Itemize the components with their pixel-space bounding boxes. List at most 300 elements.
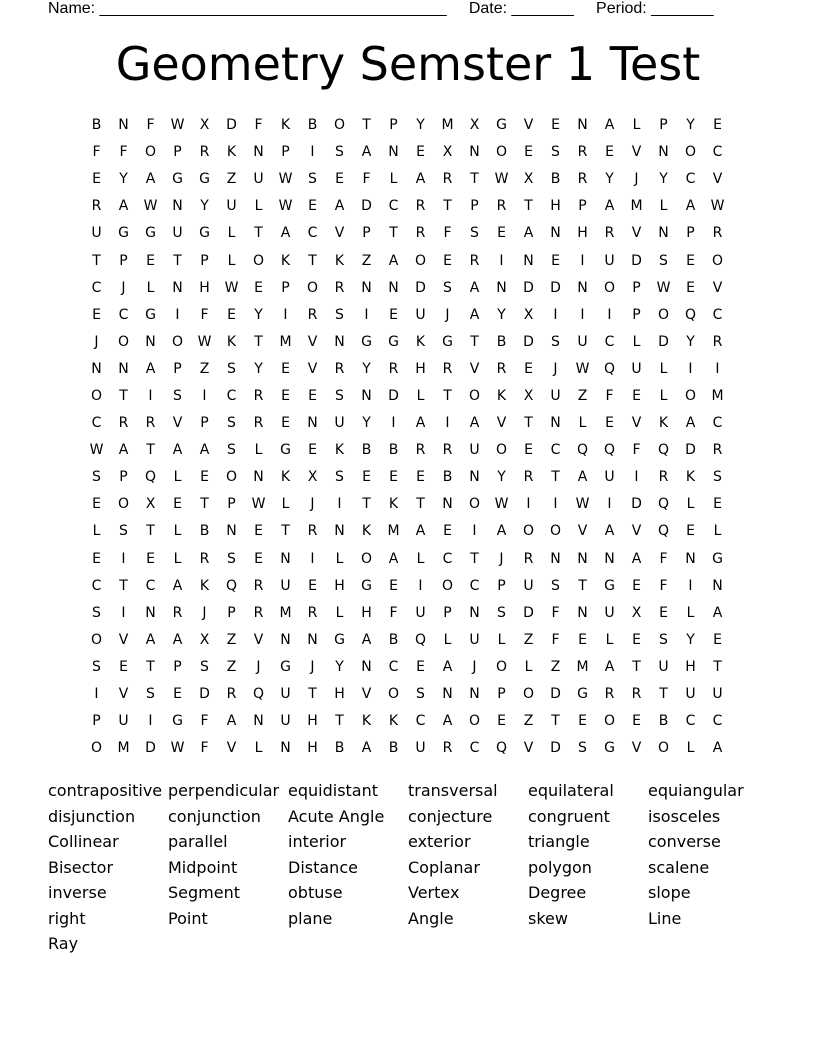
- grid-letter: E: [713, 631, 722, 648]
- grid-letter: E: [92, 496, 101, 513]
- word-bank-item: Bisector: [48, 857, 114, 877]
- grid-letter: I: [310, 550, 315, 567]
- grid-letter: D: [658, 333, 669, 350]
- grid-letter: L: [524, 658, 533, 675]
- grid-letter: W: [494, 496, 509, 513]
- grid-letter: I: [607, 306, 612, 323]
- grid-letter: E: [254, 523, 263, 540]
- word-bank-item: exterior: [408, 832, 471, 851]
- word-bank-item: polygon: [528, 857, 592, 877]
- grid-letter: R: [253, 604, 264, 621]
- grid-letter: N: [334, 523, 345, 540]
- grid-letter: O: [495, 442, 508, 459]
- word-bank-item: converse: [648, 832, 721, 851]
- grid-letter: A: [496, 523, 507, 540]
- grid-letter: K: [280, 252, 291, 269]
- grid-letter: M: [279, 604, 292, 621]
- grid-letter: P: [200, 415, 209, 432]
- grid-letter: N: [280, 740, 291, 757]
- grid-letter: N: [280, 550, 291, 567]
- grid-row: [83, 383, 733, 410]
- grid-letter: F: [92, 144, 101, 161]
- grid-letter: N: [577, 550, 588, 567]
- grid-letter: B: [388, 631, 399, 648]
- grid-letter: H: [415, 360, 426, 377]
- grid-letter: E: [632, 631, 641, 648]
- word-bank-item: perpendicular: [168, 781, 280, 800]
- grid-letter: N: [550, 550, 561, 567]
- grid-letter: V: [631, 523, 642, 540]
- grid-letter: K: [280, 469, 291, 486]
- grid-letter: W: [197, 333, 212, 350]
- grid-letter: O: [657, 740, 670, 757]
- grid-letter: N: [712, 577, 723, 594]
- grid-letter: F: [551, 604, 560, 621]
- grid-letter: N: [469, 604, 480, 621]
- grid-letter: O: [549, 523, 562, 540]
- grid-letter: O: [468, 387, 481, 404]
- grid-letter: I: [337, 496, 342, 513]
- grid-letter: B: [361, 442, 372, 459]
- grid-letter: G: [361, 333, 372, 350]
- grid-letter: S: [227, 415, 236, 432]
- grid-row: [83, 437, 733, 464]
- grid-row: [83, 708, 733, 735]
- grid-letter: S: [470, 225, 479, 242]
- grid-letter: H: [685, 658, 696, 675]
- grid-letter: L: [632, 333, 641, 350]
- grid-letter: U: [523, 577, 534, 594]
- grid-letter: E: [497, 713, 506, 730]
- grid-letter: O: [90, 740, 103, 757]
- grid-letter: A: [172, 442, 183, 459]
- grid-letter: R: [442, 442, 453, 459]
- grid-letter: E: [443, 252, 452, 269]
- grid-letter: Y: [119, 171, 128, 188]
- grid-letter: N: [253, 713, 264, 730]
- grid-letter: S: [119, 523, 128, 540]
- grid-letter: R: [442, 360, 453, 377]
- grid-letter: I: [472, 523, 477, 540]
- grid-letter: O: [495, 658, 508, 675]
- grid-letter: L: [686, 604, 695, 621]
- grid-letter: E: [389, 306, 398, 323]
- word-bank-item: scalene: [648, 857, 710, 877]
- word-bank-item: transversal: [408, 781, 498, 800]
- grid-letter: E: [308, 198, 317, 215]
- grid-letter: L: [254, 740, 263, 757]
- grid-letter: Q: [603, 360, 616, 377]
- grid-letter: O: [117, 333, 130, 350]
- grid-letter: W: [710, 198, 725, 215]
- grid-letter: P: [281, 144, 290, 161]
- grid-letter: O: [252, 252, 265, 269]
- grid-letter: Z: [226, 631, 237, 648]
- grid-letter: U: [91, 225, 102, 242]
- grid-row: [83, 600, 733, 627]
- grid-letter: G: [199, 171, 210, 188]
- grid-letter: Y: [686, 117, 695, 134]
- grid-letter: Q: [225, 577, 238, 594]
- grid-letter: E: [416, 658, 425, 675]
- grid-letter: R: [415, 225, 426, 242]
- grid-letter: R: [307, 604, 318, 621]
- grid-letter: G: [280, 442, 291, 459]
- word-bank-item: Ray: [48, 934, 79, 953]
- grid-letter: W: [89, 442, 104, 459]
- grid-letter: N: [172, 279, 183, 296]
- word-bank-item: slope: [648, 883, 691, 902]
- grid-letter: K: [361, 713, 372, 730]
- grid-letter: Q: [144, 469, 157, 486]
- grid-letter: N: [334, 333, 345, 350]
- grid-letter: I: [310, 144, 315, 161]
- grid-letter: R: [415, 198, 426, 215]
- grid-letter: Z: [226, 658, 237, 675]
- grid-letter: P: [200, 252, 209, 269]
- grid-letter: A: [415, 523, 426, 540]
- grid-letter: C: [118, 306, 129, 323]
- grid-row: [83, 410, 733, 437]
- grid-letter: L: [335, 550, 344, 567]
- grid-letter: U: [280, 577, 291, 594]
- grid-letter: P: [470, 198, 479, 215]
- grid-letter: G: [712, 550, 723, 567]
- grid-letter: A: [685, 198, 696, 215]
- grid-letter: O: [360, 550, 373, 567]
- word-bank-item: Line: [648, 908, 682, 928]
- grid-letter: V: [712, 171, 723, 188]
- grid-letter: F: [200, 740, 209, 757]
- grid-letter: P: [119, 469, 128, 486]
- grid-letter: A: [118, 442, 129, 459]
- grid-letter: T: [362, 117, 371, 134]
- grid-letter: N: [388, 279, 399, 296]
- grid-letter: O: [522, 686, 535, 703]
- grid-letter: M: [387, 523, 400, 540]
- grid-letter: X: [523, 387, 534, 404]
- grid-letter: X: [631, 604, 642, 621]
- word-bank-item: conjecture: [408, 806, 493, 826]
- grid-letter: U: [415, 306, 426, 323]
- grid-letter: V: [118, 631, 129, 648]
- grid-letter: R: [577, 144, 588, 161]
- grid-letter: T: [119, 387, 128, 404]
- grid-row: [83, 491, 733, 518]
- word-bank-item: Collinear: [48, 832, 119, 851]
- grid-letter: E: [308, 577, 317, 594]
- grid-letter: L: [659, 360, 668, 377]
- grid-letter: I: [526, 496, 531, 513]
- grid-letter: F: [443, 225, 452, 242]
- grid-letter: A: [361, 740, 372, 757]
- grid-letter: P: [227, 604, 236, 621]
- grid-letter: I: [148, 713, 153, 730]
- grid-letter: Z: [226, 171, 237, 188]
- grid-letter: W: [656, 279, 671, 296]
- grid-letter: P: [632, 279, 641, 296]
- grid-letter: X: [307, 469, 318, 486]
- grid-letter: N: [550, 225, 561, 242]
- grid-letter: A: [685, 415, 696, 432]
- grid-letter: R: [172, 604, 183, 621]
- grid-letter: O: [657, 306, 670, 323]
- grid-letter: U: [334, 415, 345, 432]
- grid-letter: X: [145, 496, 156, 513]
- grid-letter: K: [361, 523, 372, 540]
- grid-letter: W: [170, 740, 185, 757]
- grid-letter: L: [173, 550, 182, 567]
- grid-letter: E: [713, 496, 722, 513]
- grid-letter: P: [362, 225, 371, 242]
- grid-letter: N: [307, 631, 318, 648]
- grid-letter: W: [224, 279, 239, 296]
- grid-letter: Y: [497, 469, 506, 486]
- grid-letter: Q: [684, 306, 697, 323]
- grid-letter: N: [145, 604, 156, 621]
- grid-letter: Q: [603, 442, 616, 459]
- grid-letter: L: [335, 604, 344, 621]
- grid-letter: C: [550, 442, 561, 459]
- grid-letter: Q: [576, 442, 589, 459]
- grid-letter: S: [335, 306, 344, 323]
- grid-letter: U: [226, 198, 237, 215]
- grid-letter: G: [172, 713, 183, 730]
- word-bank: [48, 778, 788, 957]
- grid-letter: L: [713, 523, 722, 540]
- grid-letter: R: [523, 550, 534, 567]
- word-bank-item: plane: [288, 908, 333, 928]
- grid-letter: T: [254, 225, 263, 242]
- grid-letter: I: [391, 415, 396, 432]
- grid-letter: V: [172, 415, 183, 432]
- word-bank-item: equidistant: [288, 781, 379, 800]
- grid-letter: E: [281, 360, 290, 377]
- grid-letter: U: [469, 631, 480, 648]
- grid-letter: N: [442, 686, 453, 703]
- grid-letter: T: [308, 686, 317, 703]
- grid-letter: T: [308, 252, 317, 269]
- grid-letter: U: [604, 469, 615, 486]
- grid-letter: L: [659, 198, 668, 215]
- word-bank-item: Angle: [408, 908, 454, 928]
- grid-letter: A: [577, 469, 588, 486]
- grid-letter: B: [496, 333, 507, 350]
- grid-letter: E: [389, 469, 398, 486]
- word-bank-item: equiangular: [648, 781, 744, 800]
- grid-letter: E: [551, 252, 560, 269]
- grid-letter: L: [416, 550, 425, 567]
- grid-letter: D: [550, 740, 561, 757]
- grid-letter: T: [443, 198, 452, 215]
- grid-letter: D: [361, 198, 372, 215]
- grid-letter: E: [713, 117, 722, 134]
- grid-letter: Y: [686, 631, 695, 648]
- grid-letter: L: [254, 198, 263, 215]
- grid-letter: A: [361, 144, 372, 161]
- grid-letter: L: [389, 171, 398, 188]
- grid-letter: L: [281, 496, 290, 513]
- grid-letter: C: [712, 415, 723, 432]
- grid-letter: E: [632, 713, 641, 730]
- word-bank-item: disjunction: [48, 806, 136, 826]
- grid-letter: W: [251, 496, 266, 513]
- grid-letter: A: [523, 225, 534, 242]
- grid-letter: I: [418, 577, 423, 594]
- grid-letter: N: [145, 333, 156, 350]
- grid-letter: S: [227, 550, 236, 567]
- grid-letter: S: [227, 360, 236, 377]
- grid-letter: U: [415, 740, 426, 757]
- grid-letter: T: [443, 387, 452, 404]
- grid-letter: X: [199, 117, 210, 134]
- grid-letter: U: [118, 713, 129, 730]
- grid-letter: J: [445, 306, 450, 323]
- grid-letter: C: [91, 279, 102, 296]
- word-bank-item: Segment: [168, 883, 240, 902]
- grid-letter: U: [172, 225, 183, 242]
- grid-letter: G: [388, 333, 399, 350]
- grid-letter: R: [658, 469, 669, 486]
- letter-grid: [83, 112, 733, 762]
- grid-letter: C: [415, 713, 426, 730]
- grid-letter: O: [468, 496, 481, 513]
- grid-letter: P: [173, 360, 182, 377]
- grid-letter: E: [281, 415, 290, 432]
- grid-letter: G: [199, 225, 210, 242]
- grid-letter: D: [523, 333, 534, 350]
- grid-letter: W: [575, 360, 590, 377]
- grid-letter: A: [388, 550, 399, 567]
- grid-letter: M: [711, 387, 724, 404]
- grid-letter: R: [199, 550, 210, 567]
- grid-letter: E: [551, 117, 560, 134]
- grid-letter: O: [468, 713, 481, 730]
- grid-letter: R: [442, 740, 453, 757]
- grid-letter: R: [604, 686, 615, 703]
- grid-letter: F: [632, 442, 641, 459]
- grid-letter: K: [685, 469, 696, 486]
- grid-letter: O: [711, 252, 724, 269]
- grid-letter: Q: [657, 442, 670, 459]
- grid-letter: N: [685, 550, 696, 567]
- grid-letter: V: [226, 740, 237, 757]
- grid-letter: J: [553, 360, 558, 377]
- grid-letter: B: [91, 117, 102, 134]
- grid-letter: L: [443, 631, 452, 648]
- grid-letter: R: [307, 306, 318, 323]
- grid-letter: K: [334, 442, 345, 459]
- grid-letter: G: [496, 117, 507, 134]
- grid-row: [83, 329, 733, 356]
- grid-letter: W: [278, 171, 293, 188]
- grid-letter: D: [226, 117, 237, 134]
- grid-letter: S: [200, 658, 209, 675]
- grid-letter: N: [280, 631, 291, 648]
- grid-letter: A: [145, 171, 156, 188]
- grid-letter: L: [416, 387, 425, 404]
- grid-letter: E: [659, 604, 668, 621]
- grid-letter: E: [632, 577, 641, 594]
- grid-letter: D: [388, 387, 399, 404]
- grid-letter: L: [659, 387, 668, 404]
- grid-letter: T: [524, 415, 533, 432]
- grid-letter: F: [659, 550, 668, 567]
- grid-letter: Y: [335, 658, 344, 675]
- grid-letter: R: [496, 198, 507, 215]
- grid-letter: S: [227, 442, 236, 459]
- grid-letter: F: [551, 631, 560, 648]
- grid-letter: O: [441, 577, 454, 594]
- grid-letter: O: [117, 496, 130, 513]
- grid-letter: Z: [523, 631, 534, 648]
- grid-letter: A: [172, 631, 183, 648]
- grid-letter: S: [92, 604, 101, 621]
- grid-letter: K: [226, 333, 237, 350]
- grid-letter: J: [634, 171, 639, 188]
- grid-letter: C: [388, 658, 399, 675]
- grid-letter: L: [92, 523, 101, 540]
- grid-letter: A: [469, 279, 480, 296]
- grid-letter: P: [632, 306, 641, 323]
- grid-letter: T: [254, 333, 263, 350]
- grid-letter: E: [200, 469, 209, 486]
- word-bank-item: equilateral: [528, 781, 614, 800]
- grid-letter: E: [92, 306, 101, 323]
- grid-letter: R: [226, 686, 237, 703]
- grid-row: [83, 518, 733, 545]
- grid-letter: D: [631, 496, 642, 513]
- grid-letter: K: [658, 415, 669, 432]
- grid-letter: Q: [414, 631, 427, 648]
- grid-letter: G: [172, 171, 183, 188]
- word-bank-item: Point: [168, 908, 208, 928]
- grid-letter: P: [281, 279, 290, 296]
- grid-letter: F: [200, 306, 209, 323]
- grid-letter: J: [472, 658, 477, 675]
- grid-letter: V: [469, 360, 480, 377]
- grid-letter: U: [658, 658, 669, 675]
- grid-letter: T: [470, 550, 479, 567]
- grid-letter: C: [307, 225, 318, 242]
- grid-letter: T: [146, 523, 155, 540]
- grid-letter: O: [684, 144, 697, 161]
- grid-letter: A: [334, 198, 345, 215]
- grid-letter: L: [686, 740, 695, 757]
- grid-letter: S: [173, 387, 182, 404]
- grid-letter: N: [253, 469, 264, 486]
- word-bank-item: isosceles: [648, 806, 721, 826]
- grid-letter: O: [495, 144, 508, 161]
- grid-letter: C: [685, 713, 696, 730]
- grid-letter: E: [173, 496, 182, 513]
- grid-letter: T: [578, 577, 587, 594]
- grid-letter: R: [712, 225, 723, 242]
- grid-letter: E: [146, 252, 155, 269]
- grid-letter: U: [280, 713, 291, 730]
- word-bank-item: contrapositive: [48, 781, 163, 800]
- grid-letter: R: [415, 442, 426, 459]
- grid-letter: R: [496, 360, 507, 377]
- grid-letter: E: [524, 360, 533, 377]
- grid-letter: R: [334, 279, 345, 296]
- grid-letter: F: [146, 117, 155, 134]
- grid-row: [83, 220, 733, 247]
- grid-letter: E: [443, 523, 452, 540]
- grid-letter: A: [415, 171, 426, 188]
- grid-letter: M: [117, 740, 130, 757]
- grid-letter: T: [281, 523, 290, 540]
